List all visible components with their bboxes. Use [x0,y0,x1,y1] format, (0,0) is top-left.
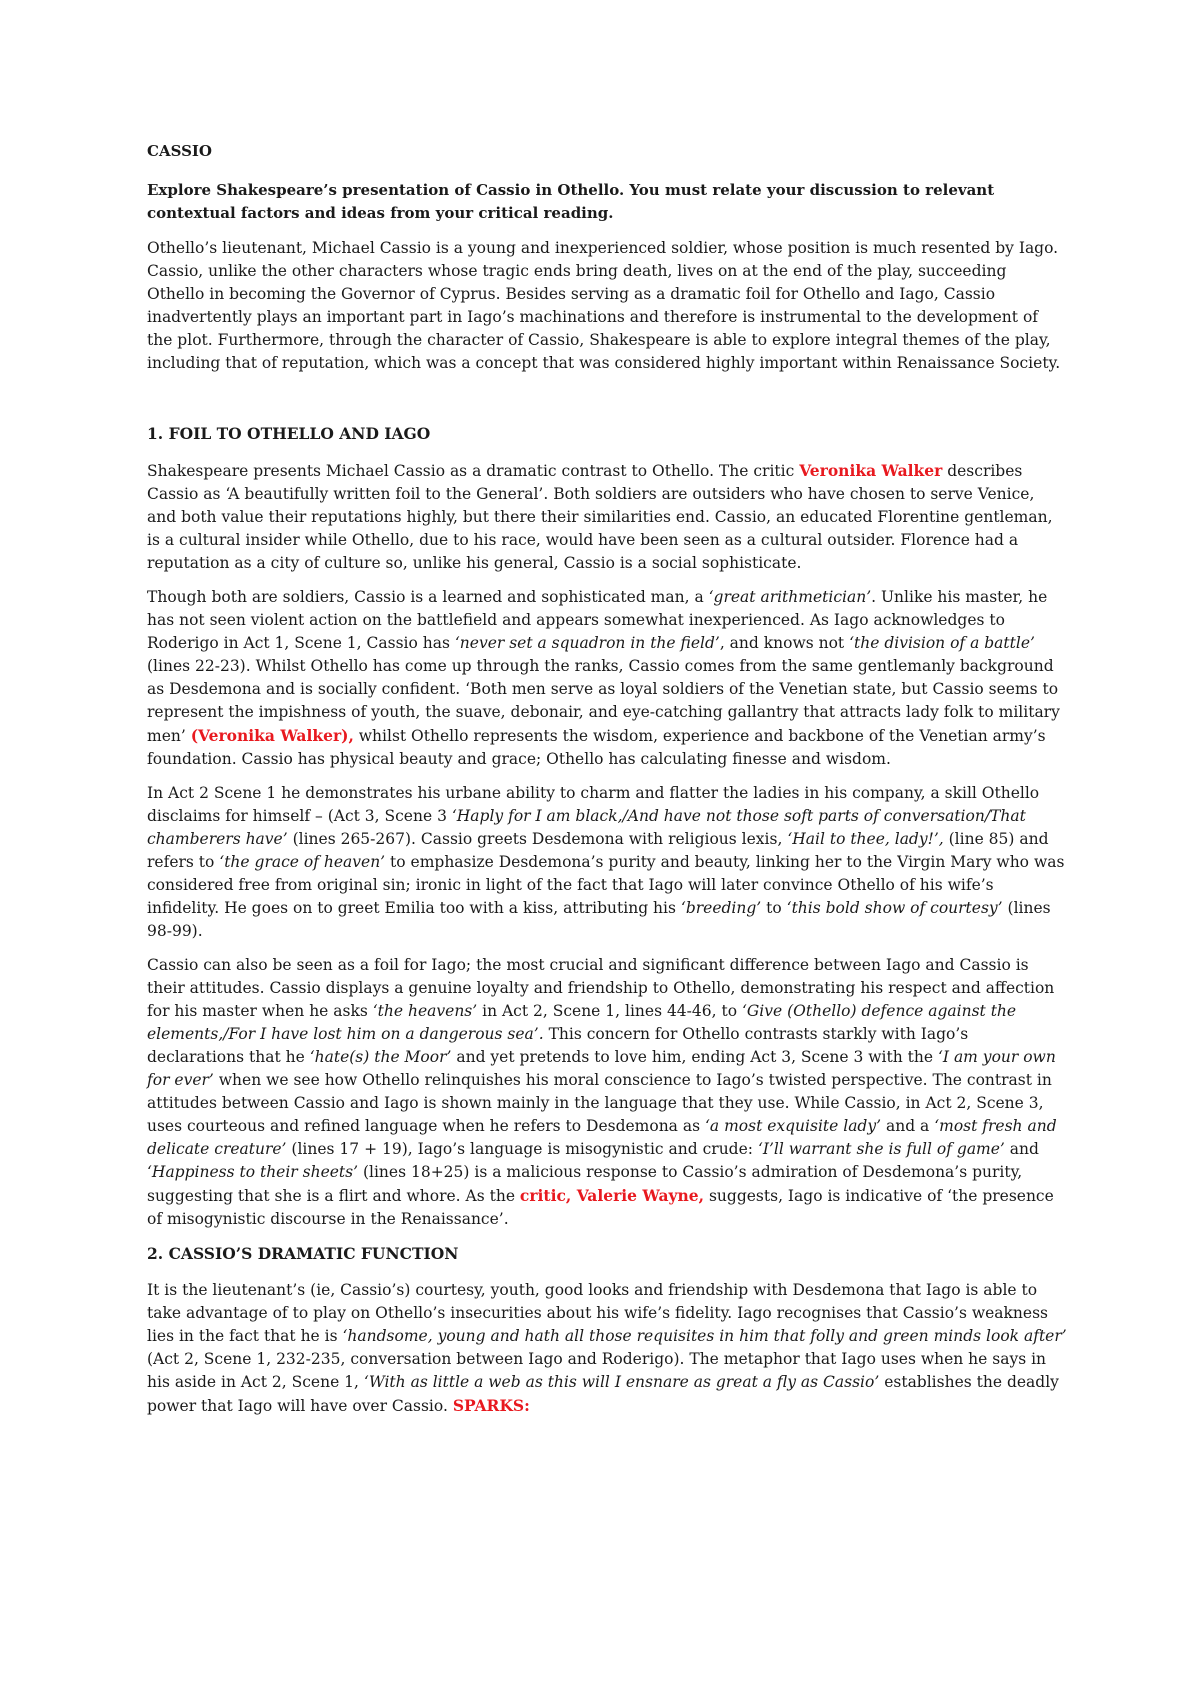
quote: ‘handsome, young and hath all those requisites in him that folly and green minds look after’ [342,1327,1067,1345]
quote: ‘never set a squadron in the field’ [454,634,720,652]
quote: ‘the division of a battle’ [849,634,1035,652]
quote: ‘breeding’ [680,899,762,917]
quote: ‘a most exquisite lady’ [704,1117,882,1135]
paragraph-foil-1: Shakespeare presents Michael Cassio as a dramatic contrast to Othello. The critic Veronika Walker describes Cassio as ‘A beautifully written foil to the General’. Both soldiers are outsiders who have chosen to serve Venice, and both value their reputations highly, but there their similarities end. Cassio, an educated Florentine gentleman, is a cultural insider while Othello, due to his race, would have been seen as a cultural outsider. Florence had a reputation as a city of culture so, unlike his general, Cassio is a social sophisticate. [147,461,1053,572]
intro-paragraph: Othello’s lieutenant, Michael Cassio is a young and inexperienced soldier, whose position is much resented by Iago. Cassio, unlike the other characters whose tragic ends bring death, lives on at the end of the play, succeeding Othello in becoming the Governor of Cyprus. Besides serving as a dramatic foil for Othello and Iago, Cassio inadvertently plays an important part in Iago’s machinations and therefore is instrumental to the development of the plot. Furthermore, through the character of Cassio, Shakespeare is able to explore integral themes of the play, including that of reputation, which was a concept that was considered highly important within Renaissance Society. [147,239,1061,372]
quote: ‘Haply for I am black,/And have not those soft parts of conversation/That chamberers have’ [147,807,1026,848]
quote: ‘Happiness to their sheets’ [147,1163,359,1181]
section-heading-1: 1. FOIL TO OTHELLO AND IAGO [147,424,431,443]
quote: ‘the heavens’ [372,1002,478,1020]
document-page [147,140,1067,1429]
doc-title: CASSIO [147,142,212,160]
quote: ‘most fresh and delicate creature’ [147,1117,1057,1158]
quote: ‘hate(s) the Moor’ [309,1048,452,1066]
paragraph-foil-2: Though both are soldiers, Cassio is a learned and sophisticated man, a ‘great arithmetician’. Unlike his master, he has not seen violent action on the battlefield and appears somewhat inexperienced. As Iago acknowledges to Roderigo in Act 1, Scene 1, Cassio has ‘never set a squadron in the field’, and knows not ‘the division of a battle’ (lines 22-23). Whilst Othello has come up through the ranks, Cassio comes from the same gentlemanly background as Desdemona and is socially confident. ‘Both men serve as loyal soldiers of the Venetian state, but Cassio seems to represent the impishness of youth, the suave, debonair, and eye-catching gallantry that attracts lady folk to military men’ (Veronika Walker), whilst Othello represents the wisdom, experience and backbone of the Venetian army’s foundation. Cassio has physical beauty and grace; Othello has calculating finesse and wisdom. [147,588,1060,768]
paragraph-foil-3: In Act 2 Scene 1 he demonstrates his urbane ability to charm and flatter the ladies in his company, a skill Othello disclaims for himself – (Act 3, Scene 3 ‘Haply for I am black,/And have not those soft parts of conversation/That chamberers have’ (lines 265-267). Cassio greets Desdemona with religious lexis, ‘Hail to thee, lady!’, (line 85) and refers to ‘the grace of heaven’ to emphasize Desdemona’s purity and beauty, linking her to the Virgin Mary who was considered free from original sin; ironic in light of the fact that Iago will later convince Othello of his wife’s infidelity. He goes on to greet Emilia too with a kiss, attributing his ‘breeding’ to ‘this bold show of courtesy’ (lines 98-99). [147,784,1065,940]
section-heading-2: 2. CASSIO’S DRAMATIC FUNCTION [147,1244,459,1263]
quote: ‘Give (Othello) defence against the elements,/For I have lost him on a dangerous sea’. [147,1002,1017,1043]
quote: ‘great arithmetician’ [708,588,872,606]
sparks-label: SPARKS: [452,1396,530,1415]
quote: ‘Hail to thee, lady!’, [787,830,944,848]
critic-name: critic, Valerie Wayne, [519,1186,705,1205]
paragraph-function-1: It is the lieutenant’s (ie, Cassio’s) courtesy, youth, good looks and friendship with Desdemona that Iago is able to take advantage of to play on Othello’s insecurities about his wife’s fidelity. Iago recognises that Cassio’s weakness lies in the fact that he is ‘handsome, young and hath all those requisites in him that folly and green minds look after’ (Act 2, Scene 1, 232-235, conversation between Iago and Roderigo). The metaphor that Iago uses when he says in his aside in Act 2, Scene 1, ‘With as little a web as this will I ensnare as great a fly as Cassio’ establishes the deadly power that Iago will have over Cassio. SPARKS: [147,1281,1067,1415]
paragraph-foil-4: Cassio can also be seen as a foil for Iago; the most crucial and significant difference between Iago and Cassio is their attitudes. Cassio displays a genuine loyalty and friendship to Othello, demonstrating his respect and affection for his master when he asks ‘the heavens’ in Act 2, Scene 1, lines 44-46, to ‘Give (Othello) defence against the elements,/For I have lost him on a dangerous sea’. This concern for Othello contrasts starkly with Iago’s declarations that he ‘hate(s) the Moor’ and yet pretends to love him, ending Act 3, Scene 3 with the ‘I am your own for ever’ when we see how Othello relinquishes his moral conscience to Iago’s twisted perspective. The contrast in attitudes between Cassio and Iago is shown mainly in the language that they use. While Cassio, in Act 2, Scene 3, uses courteous and refined language when he refers to Desdemona as ‘a most exquisite lady’ and a ‘most fresh and delicate creature’ (lines 17 + 19), Iago’s language is misogynistic and crude: ‘I’ll warrant she is full of game’ and ‘Happiness to their sheets’ (lines 18+25) is a malicious response to Cassio’s admiration of Desdemona’s purity, suggesting that she is a flirt and whore. As the critic, Valerie Wayne, suggests, Iago is indicative of ‘the presence of misogynistic discourse in the Renaissance’. [147,956,1057,1228]
essay-question: Explore Shakespeare’s presentation of Cassio in Othello. You must relate your discussion to relevant contextual factors and ideas from your critical reading. [147,181,995,222]
quote: ‘I am your own for ever’ [147,1048,1056,1089]
critic-name: (Veronika Walker), [190,726,354,745]
critic-name: Veronika Walker [799,461,943,480]
quote: ‘the grace of heaven’ [219,853,386,871]
quote: ‘I’ll warrant she is full of game’ [757,1140,1005,1158]
quote: ‘With as little a web as this will I ensnare as great a fly as Cassio’ [363,1373,880,1391]
quote: ‘this bold show of courtesy’ [786,899,1003,917]
